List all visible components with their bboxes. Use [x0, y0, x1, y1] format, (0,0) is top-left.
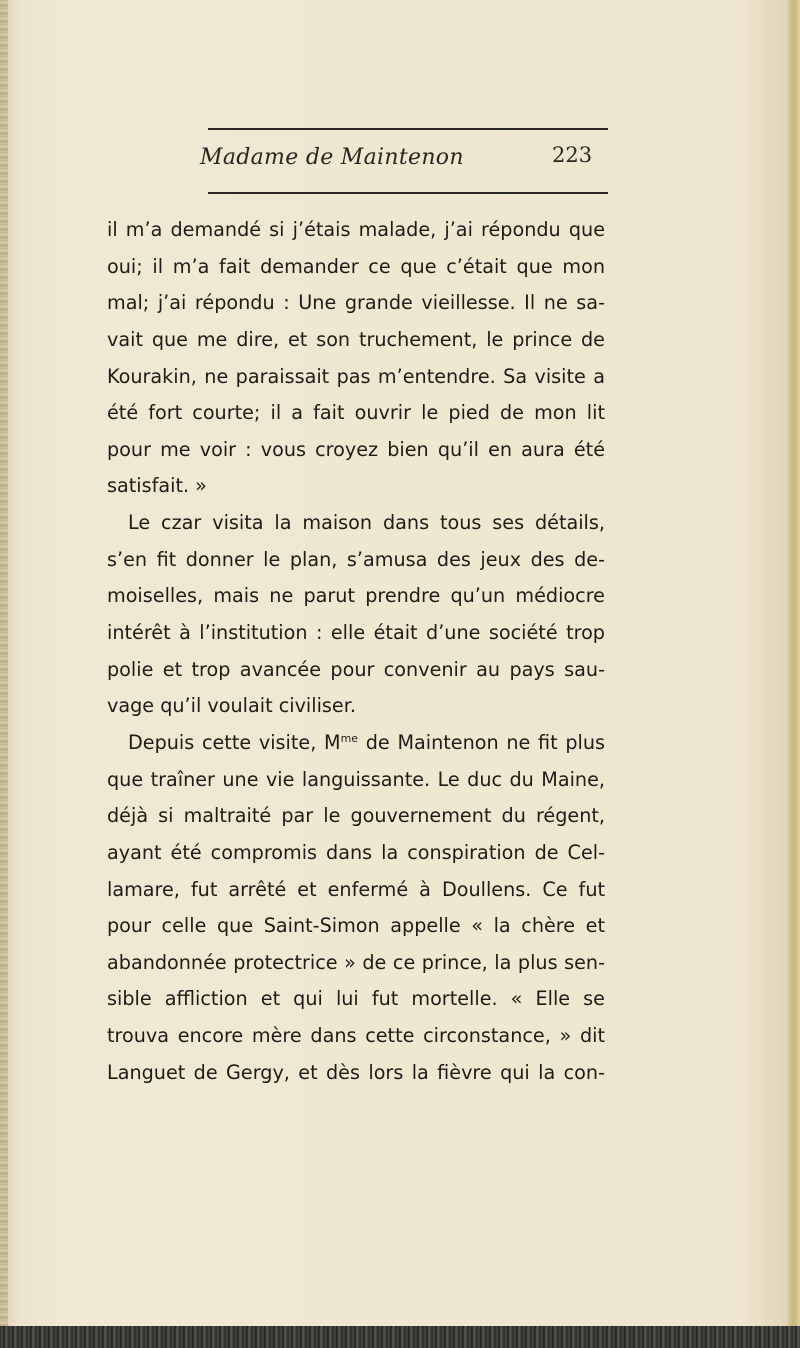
text-line: s’en fit donner le plan, s’amusa des jeux des de- [107, 547, 605, 571]
text-line: pour me voir : vous croyez bien qu’il en aura été [107, 437, 605, 461]
text-line: lamare, fut arrêté et enfermé à Doullens. Ce fut [107, 877, 605, 901]
superscript: me [340, 731, 359, 745]
text-line: Languet de Gergy, et dès lors la fièvre qui la con- [107, 1060, 605, 1084]
text-line: vage qu’il voulait civiliser. [107, 694, 356, 718]
text-line: abandonnée protectrice » de ce prince, la plus sen- [107, 950, 605, 974]
text-line: il m’a demandé si j’étais malade, j’ai répondu que [107, 218, 605, 241]
text-line: sible affliction et qui lui fut mortelle. « Elle se [107, 987, 605, 1011]
text-fragment: Depuis cette visite, M [128, 730, 341, 754]
text-line: été fort courte; il a fait ouvrir le pied de mon lit [107, 401, 605, 425]
running-head-title: Madame de Maintenon [200, 145, 464, 170]
text-line: déjà si maltraité par le gouvernement du régent, [107, 804, 605, 828]
header-rule-bottom [208, 192, 608, 194]
text-line: trouva encore mère dans cette circonstance, » dit [107, 1024, 605, 1048]
scan-bottom-edge [0, 1326, 800, 1348]
text-line: pour celle que Saint-Simon appelle « la chère et [107, 914, 605, 938]
header-rule-top [208, 128, 608, 130]
page-number: 223 [552, 143, 593, 167]
text-line: Le czar visita la maison dans tous ses détails, [128, 511, 605, 535]
body-text [107, 212, 605, 1091]
text-line: oui; il m’a fait demander ce que c’était que mon [107, 254, 605, 278]
text-line: vait que me dire, et son truchement, le prince de [107, 327, 605, 351]
text-line: satisfait. » [107, 474, 207, 498]
text-line: que traîner une vie languissante. Le duc du Maine, [107, 767, 605, 791]
page-fore-edge [788, 0, 800, 1348]
text-line: ayant été compromis dans la conspiration de Cel- [107, 840, 605, 864]
text-fragment: de Maintenon ne fit plus [358, 730, 605, 754]
page-gutter-edge [0, 0, 8, 1348]
text-line [107, 725, 605, 762]
text-line: Kourakin, ne paraissait pas m’entendre. Sa visite a [107, 364, 605, 388]
text-line: polie et trop avancée pour convenir au pays sau- [107, 657, 605, 681]
text-line: intérêt à l’institution : elle était d’une société trop [107, 621, 605, 645]
text-line: moiselles, mais ne parut prendre qu’un médiocre [107, 584, 605, 608]
text-line: mal; j’ai répondu : Une grande vieillesse. Il ne sa- [107, 291, 605, 315]
